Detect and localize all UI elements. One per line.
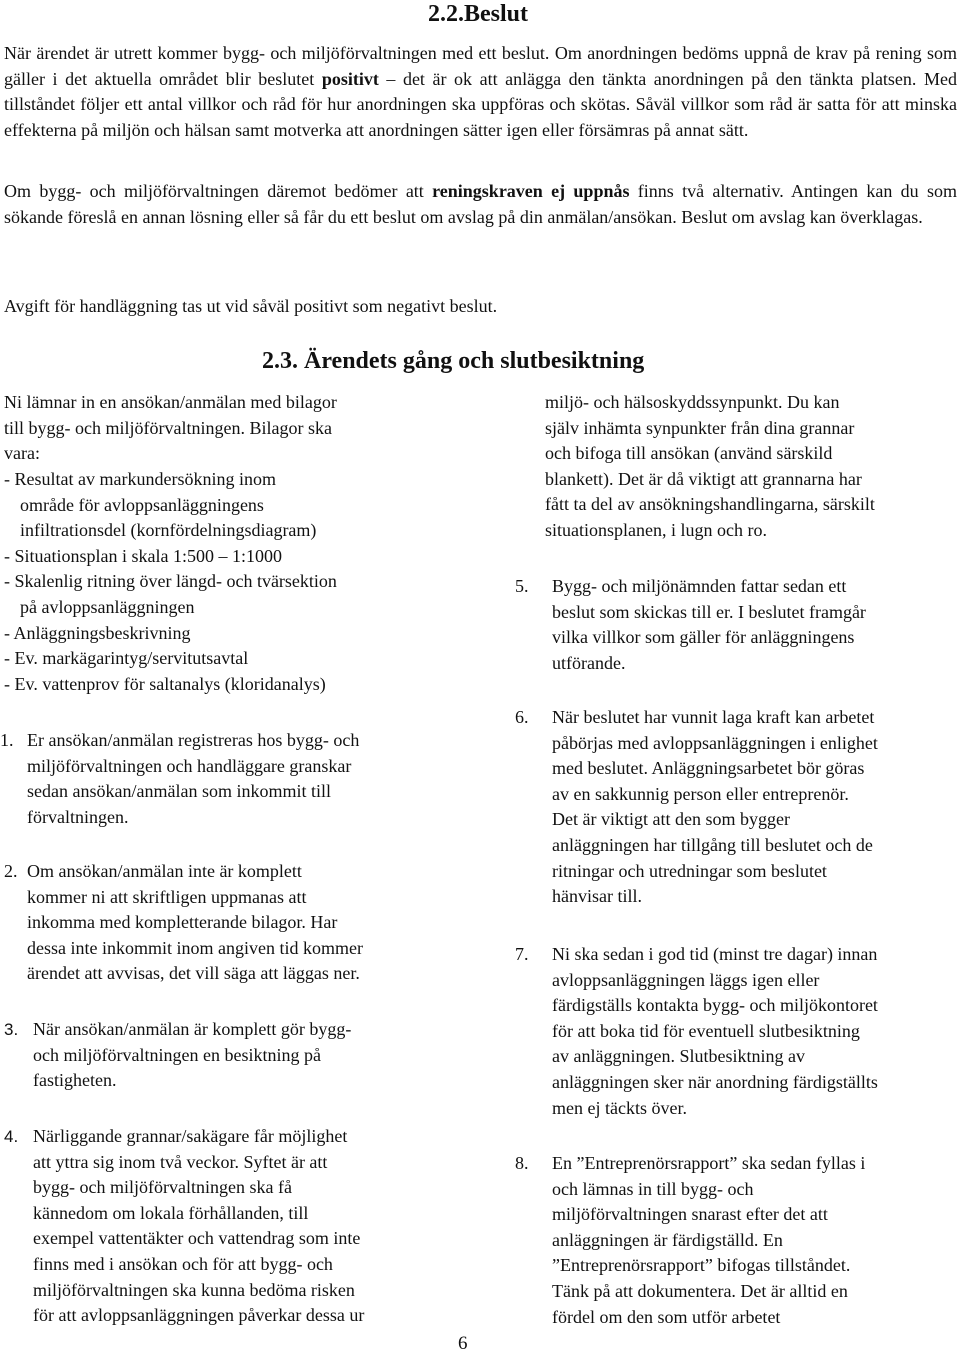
step-number: 1. [0, 730, 14, 750]
list-item: - Situationsplan i skala 1:500 – 1:1000 [4, 545, 282, 566]
step-8: 8. En ”Entreprenörsrapport” ska sedan fyllas i och lämnas in till bygg- och miljöförvaltningen snarast efter det att anläggningen är färdigställd. En ”Entreprenörsrapport” bifogas tillståndet. Tänk på att dokumentera. Det är alltid en fördel om den som utför arbetet [515, 1153, 866, 1327]
list-item: - Resultat av markundersökning inom område för avloppsanläggningens infiltrationsdel (kornfördelningsdiagram) [4, 469, 317, 541]
step-5: 5. Bygg- och miljönämnden fattar sedan ett beslut som skickas till er. I beslutet framgår vilka villkor som gäller för anläggningens utförande. [515, 576, 866, 673]
step-3: 3. När ansökan/anmälan är komplett gör bygg- och miljöförvaltningen en besiktning på fastigheten. [4, 1019, 352, 1091]
intro-text: Ni lämnar in en ansökan/anmälan med bilagor till bygg- och miljöförvaltningen. Bilagor ska vara: [4, 392, 337, 464]
list-item: - Skalenlig ritning över längd- och tvärsektion på avloppsanläggningen [4, 571, 337, 617]
step-number: 2. [4, 861, 18, 881]
step-number: 8. [515, 1153, 529, 1173]
step-number: 5. [515, 576, 529, 596]
step-4: 4. Närliggande grannar/sakägare får möjlighet att yttra sig inom två veckor. Syftet är att bygg- och miljöförvaltningen ska få kännedom om lokala förhållanden, till exempel vattentäkter och vattendrag som inte finns med i ansökan och för att bygg- och miljöförvaltningen ska kunna bedöma risken för att avloppsanläggningen påverkar dessa ur [4, 1126, 365, 1326]
step-4-continuation: miljö- och hälsoskyddssynpunkt. Du kan själv inhämta synpunkter från dina grannar och bifoga till ansökan (använd särskild blankett). Det är då viktigt att grannarna har fått ta del av ansökningshandlingarna, särskilt situationsplanen, i lugn och ro. [545, 392, 875, 540]
section-heading-process: 2.3. Ärendets gång och slutbesiktning [262, 348, 645, 374]
step-number: 4. [4, 1127, 19, 1146]
list-item: - Ev. vattenprov för saltanalys (kloridanalys) [4, 673, 326, 694]
paragraph-decision: När ärendet är utrett kommer bygg- och miljöförvaltningen med ett beslut. Om anordningen bedöms uppnå de krav på rening som gäller i det aktuella området blir beslutet positivt – det är ok att anlägga den tänkta anordningen på den tänkta platsen. Med tillståndet följer ett antal villkor och råd för hur anordningen ska uppföras och skötas. Såväl villkor som råd är satta för att minska effekterna på miljön och hälsan samt motverka att anordningen sätter igen eller försämras på annat sätt. [4, 43, 957, 140]
step-1: 1. Er ansökan/anmälan registreras hos bygg- och miljöförvaltningen och handläggare granskar sedan ansökan/anmälan som inkommit till förvaltningen. [0, 730, 360, 827]
paragraph-fee: Avgift för handläggning tas ut vid såväl positivt som negativt beslut. [4, 296, 498, 316]
step-number: 7. [515, 944, 529, 964]
section-heading-beslut: 2.2.Beslut [428, 1, 529, 27]
page-number: 6 [458, 1333, 468, 1354]
list-item: - Ev. markägarintyg/servitutsavtal [4, 648, 249, 669]
step-7: 7. Ni ska sedan i god tid (minst tre dagar) innan avloppsanläggningen läggs igen eller färdigställs kontakta bygg- och miljökontoret för att boka tid för eventuell slutbesiktning av anläggningen. Slutbesiktning av anläggningen sker när anordning färdigställts men ej täckts över. [515, 944, 878, 1118]
paragraph-requirements-not-met: Om bygg- och miljöförvaltningen däremot bedömer att reningskraven ej uppnås finns två alternativ. Antingen kan du som sökande föreslå en annan lösning eller så får du ett beslut om avslag på din anmälan/ansökan. Beslut om avslag kan överklagas. [4, 181, 957, 227]
attachment-list [4, 467, 454, 697]
step-2: 2. Om ansökan/anmälan inte är komplett kommer ni att skriftligen uppmanas att inkomma med kompletterande bilagor. Har dessa inte inkommit inom angiven tid kommer ärendet att avvisas, det vill säga att läggas ner. [4, 861, 363, 984]
step-number: 3. [4, 1020, 19, 1039]
list-item: - Anläggningsbeskrivning [4, 622, 191, 643]
step-6: 6. När beslutet har vunnit laga kraft kan arbetet påbörjas med avloppsanläggningen i enlighet med beslutet. Anläggningsarbetet bör göras av en sakkunnig person eller entreprenör. Det är viktigt att den som bygger anläggningen har tillgång till beslutet och de ritningar och utredningar som beslutet hänvisar till. [515, 707, 878, 907]
step-number: 6. [515, 707, 529, 727]
